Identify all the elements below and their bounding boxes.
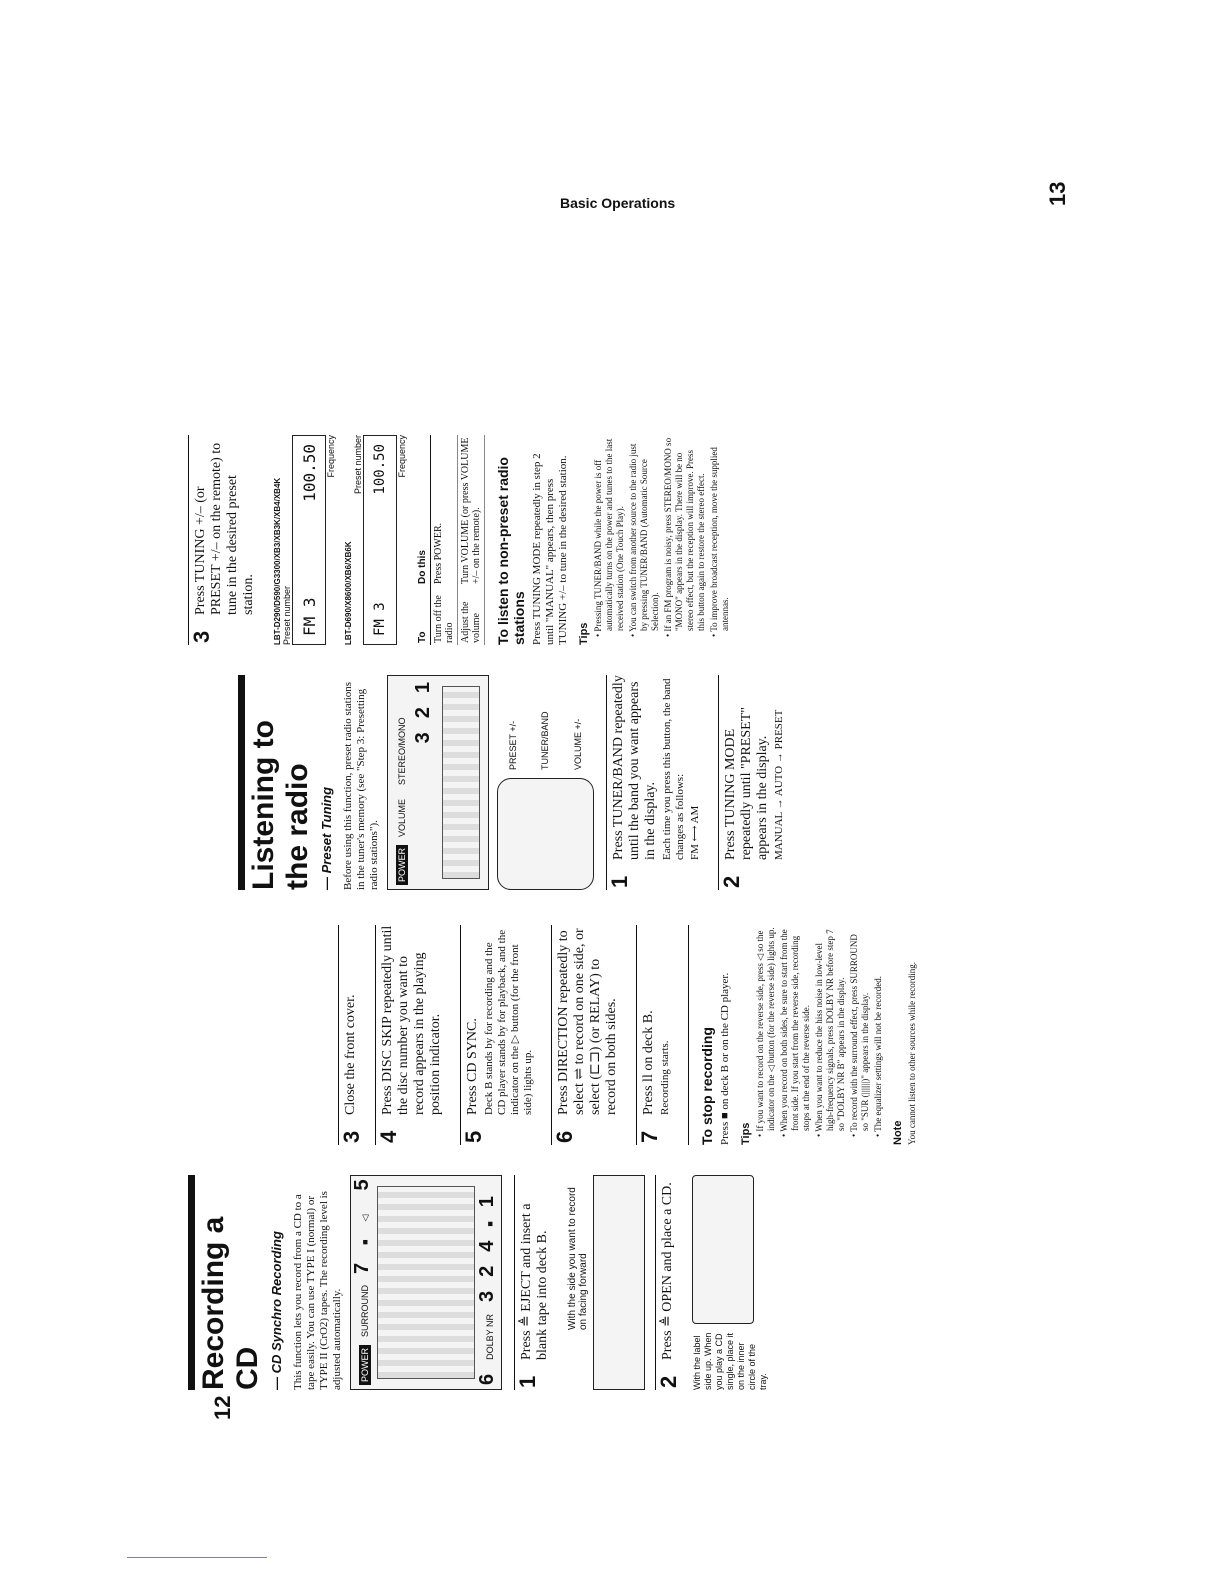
tip-item: • Pressing TUNER/BAND while the power is off automatically turns on the power and tunes to the last received station (One Touch Play). [593, 435, 626, 637]
recording-column-2 [338, 925, 924, 1145]
step-text: Press DIRECTION repeatedly to select ⇌ to record on one side, or select (⊏⊐) (or RELAY) to record on both sides. [556, 928, 619, 1115]
step-body: Each time you press this button, the band changes as follows: [661, 678, 686, 860]
step-number: 1 [607, 875, 632, 888]
callout-4: 4 [476, 1240, 498, 1252]
callout-1: 1 [412, 682, 434, 694]
radio-subtitle: — Preset Tuning [319, 786, 334, 890]
table-cell: Press POWER. [431, 435, 458, 586]
model-2-band-preset: FM 3 [372, 602, 388, 636]
radio-step-3 [188, 435, 263, 645]
step-number: 5 [461, 1130, 486, 1143]
callout-2: 2 [476, 1265, 498, 1277]
model-2-display [363, 435, 397, 645]
radio-tips-list [593, 435, 731, 645]
radio-step-2 [718, 675, 792, 890]
stop-recording-text: Press ■ on deck B or on the CD player. [719, 972, 731, 1145]
manual-spread [188, 210, 917, 1390]
radio-column-1 [238, 675, 802, 890]
callout-7: 7 [351, 1262, 373, 1274]
model-1-frequency-value: 100.50 [299, 444, 319, 502]
recording-tips-title: Tips [740, 1122, 752, 1145]
table-cell: Adjust the volume [458, 586, 485, 645]
step-body: Recording starts. [659, 1040, 671, 1115]
page-number-right: 13 [1045, 181, 1070, 206]
table-header-to: To [415, 586, 431, 645]
recording-step-2 [655, 1175, 682, 1390]
cd-tray-illustration [692, 1175, 754, 1324]
non-preset-title: To listen to non-preset radio stations [495, 457, 527, 645]
model-1-band-preset: FM 3 [299, 597, 319, 636]
recording-column-1 [188, 1175, 769, 1390]
recording-step-3 [338, 925, 365, 1145]
tip-item: • To record with the surround effect, press SURROUND so "SUR (|||||||)" appears in the display. [849, 925, 871, 1137]
stereo-mono-label: STEREO/MONO [397, 717, 407, 785]
step-number: 3 [189, 630, 214, 643]
radio-column-2 [188, 435, 733, 645]
radio-intro: Before using this function, preset radio stations in the tuner's memory (see "Step 3: Presetting radio stations"). [342, 681, 380, 890]
non-preset-text: Press TUNING MODE repeatedly in step 2 until "MANUAL" appears, then press TUNING +/– to tune in the desired station. [531, 453, 569, 645]
step-body: Deck B stands by for recording and the CD player stands by for playback, and the indicator on the ▷ button (for the front side) lights up. [483, 929, 534, 1115]
section-header: Basic Operations [560, 195, 676, 211]
tape-deck-illustration [593, 1175, 645, 1390]
remote-control-diagram [497, 778, 594, 890]
step-text: Press TUNING +/– (or PRESET +/– on the remote) to tune in the desired preset station. [193, 442, 256, 615]
callout-1: 1 [476, 1196, 498, 1208]
step-number: 2 [719, 875, 744, 888]
table-header-do: Do this [415, 435, 431, 586]
stereo-front-panel [442, 686, 480, 879]
recording-subtitle: — CD Synchro Recording [269, 1231, 284, 1390]
power-label: POWER [359, 1345, 371, 1385]
step-text: Close the front cover. [343, 994, 358, 1115]
model-1-name: LBT-D290/D590/G3300/XB3/XB3K/XB4/XB4K [273, 477, 282, 645]
callout-2: 2 [412, 707, 434, 719]
step-lead: Press TUNING MODE repeatedly until "PRESET" appears in the display. [723, 707, 770, 860]
callout-5: 5 [351, 1179, 373, 1191]
step-number: 1 [515, 1375, 540, 1388]
stop-recording-title: To stop recording [699, 1027, 715, 1145]
model-1-display [292, 435, 326, 645]
model-1-frequency-label: Frequency [326, 435, 336, 478]
step-number: 7 [637, 1130, 662, 1143]
step-text: Press DISC SKIP repeatedly until the disc number you want to record appears in the playing position indicator. [380, 925, 443, 1115]
recording-intro: This function lets you record from a CD to a tape easily. You can use TYPE I (normal) or TYPE II (CrO2) tapes. The recording level is adjusted automatically. [292, 1191, 343, 1390]
band-cycle: FM ⟷ AM [689, 805, 701, 860]
radio-title: Listening to the radio [238, 675, 315, 890]
step-number: 6 [552, 1130, 577, 1143]
step-lead: Press ll on deck B. [641, 1010, 656, 1115]
model-2-preset-label: Preset number [353, 435, 363, 495]
tip-item: • When you record on both sides, be sure to start from the front side. If you start from the reverse side, recording stops at the end of the reverse side. [779, 925, 812, 1137]
power-label: POWER [396, 845, 408, 885]
tip-item: • When you want to reduce the hiss noise in low-level high-frequency signals, press DOLBY NR before step 7 so "DOLBY NR B" appears in the display. [814, 925, 847, 1137]
model-2-frequency-value: 100.50 [372, 444, 388, 495]
recording-step-1 [514, 1175, 557, 1390]
model-2-frequency-label: Frequency [397, 435, 407, 478]
step-text: Press ≜ EJECT and insert a blank tape into deck B. [519, 1203, 550, 1360]
callout-stop: ■ [360, 1239, 370, 1245]
cd-caption: With the label side up. When you play a CD single, place it on the inner circle of the tray. [692, 1332, 768, 1390]
tip-item: • You can switch from another source to the radio just by pressing TUNER/BAND (Automatic Source Selection). [628, 435, 661, 637]
radio-actions-table [415, 435, 485, 645]
step-text: Press ≜ OPEN and place a CD. [660, 1182, 675, 1360]
model-2-name: LBT-D690/X8600/XB6/XB6K [344, 541, 353, 645]
surround-label: SURROUND [360, 1284, 370, 1337]
stereo-unit-diagram [387, 675, 489, 890]
step-number: 3 [339, 1130, 364, 1143]
recording-step-5 [460, 925, 541, 1145]
callout-6: 6 [476, 1373, 498, 1385]
recording-note-title: Note [892, 1120, 904, 1145]
step-lead: Press CD SYNC. [465, 1018, 480, 1115]
volume-pm-label: VOLUME +/- [572, 718, 583, 770]
mode-cycle: MANUAL → AUTO → PRESET [773, 709, 785, 860]
recording-step-4 [375, 925, 450, 1145]
table-cell: Turn off the radio [431, 586, 458, 645]
tip-item: • To improve broadcast reception, move the supplied antennas. [709, 435, 731, 637]
footer-rule [127, 1557, 267, 1558]
step-number: 4 [376, 1130, 401, 1143]
volume-label: VOLUME [397, 798, 407, 837]
callout-3: 3 [476, 1290, 498, 1303]
tuner-band-label: TUNER/BAND [540, 711, 551, 770]
recording-tips-list [755, 925, 884, 1145]
radio-tips-title: Tips [578, 622, 590, 645]
callout-reverse: ◁ [360, 1214, 370, 1222]
step-lead: Press TUNER/BAND repeatedly until the band you want appears in the display. [611, 675, 658, 860]
recording-note-text: You cannot listen to other sources while recording. [907, 961, 917, 1145]
step-number: 2 [656, 1375, 681, 1388]
table-row [458, 435, 485, 645]
table-cell: Turn VOLUME (or press VOLUME +/– on the remote). [458, 435, 485, 586]
radio-step-1 [606, 675, 708, 890]
tip-item: • The equalizer settings will not be recorded. [873, 925, 884, 1137]
preset-label: PRESET +/- [508, 720, 519, 770]
tip-item: • If an FM program is noisy, press STEREO/MONO so "MONO" appears in the display. There will be no stereo effect, but the reception will improve. Press this button again to restore the stereo effect. [663, 435, 707, 637]
stereo-front-panel [377, 1186, 475, 1379]
recording-title: Recording a CD [188, 1175, 265, 1390]
recording-step-6 [551, 925, 626, 1145]
tape-caption: With the side you want to record on facing forward [567, 1187, 589, 1330]
recording-step-7 [636, 925, 678, 1145]
model-1-preset-label: Preset number [282, 585, 292, 645]
callout-stop-2: ■ [485, 1221, 495, 1227]
callout-3: 3 [412, 732, 434, 744]
table-row [431, 435, 458, 645]
page-number-left: 12 [210, 1395, 235, 1420]
stereo-system-diagram [350, 1175, 502, 1390]
dolby-label: DOLBY NR [485, 1314, 495, 1360]
tip-item: • If you want to record on the reverse side, press ◁ so the indicator on the ◁ button (for the reverse side) lights up. [755, 925, 777, 1137]
